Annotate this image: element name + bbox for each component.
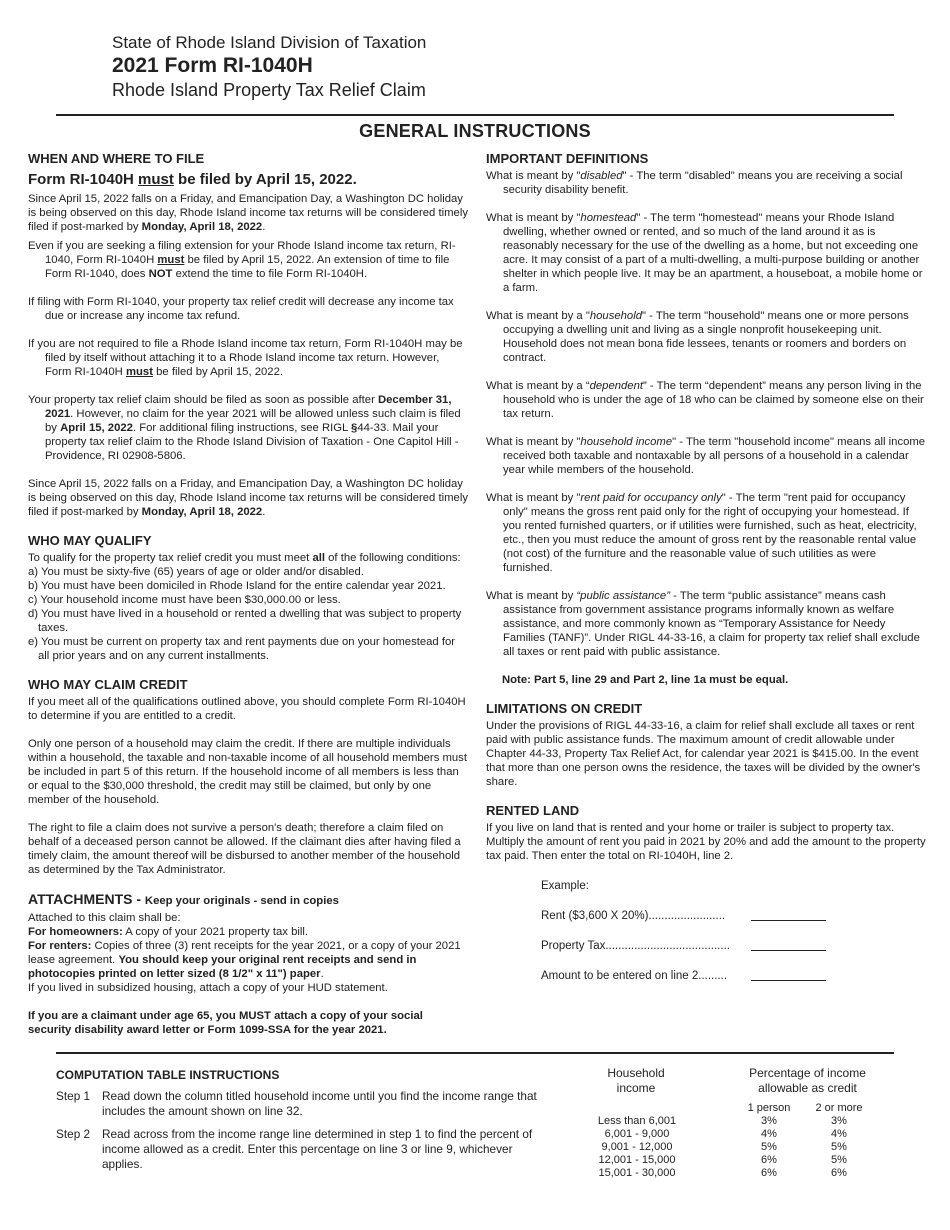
example-row-property-tax: Property Tax....................................... xyxy=(541,939,926,969)
definition-dependent: What is meant by a “dependent” - The term “dependent” means any person living in the household who is under the age of 18 who can be claimed by someone else on their tax return. xyxy=(486,380,924,420)
when-paragraph-6: Since April 15, 2022 falls on a Friday, and Emancipation Day, a Washington DC holiday is being observed on this day, Rhode Island income tax returns will be considered timely filed if post-marked by Monday, April 18, 2022. xyxy=(28,478,468,518)
step-1: Step 1 Read down the column titled household income until you find the income range that includes the amount shown on line 32. xyxy=(56,1089,537,1118)
form-subtitle: Rhode Island Property Tax Relief Claim xyxy=(112,80,426,100)
form-title: 2021 Form RI-1040H xyxy=(112,54,313,77)
rented-land-heading: RENTED LAND xyxy=(486,803,580,818)
one-person-header: 1 person xyxy=(747,1102,791,1114)
agency-name: State of Rhode Island Division of Taxation xyxy=(112,33,427,52)
when-where-heading: WHEN AND WHERE TO FILE xyxy=(28,151,205,166)
who-may-qualify-heading: WHO MAY QUALIFY xyxy=(28,533,152,548)
attachments-homeowners: For homeowners: A copy of your 2021 property tax bill. xyxy=(28,926,309,938)
table-row: 12,001 - 15,000 6% 5% xyxy=(598,1154,847,1166)
attachments-under65: If you are a claimant under age 65, you MUST attach a copy of your social security disability award letter or Form 1099-SSA for the year 2021. xyxy=(28,1010,423,1036)
attachments-renters: For renters: Copies of three (3) rent receipts for the year 2021, or a copy of your 2021 lease agreement. You should keep your original rent receipts and send in photocopies printed on letter sized (8 1/2" x 11") paper. xyxy=(28,940,461,980)
right-column xyxy=(486,151,926,999)
table-row: Less than 6,001 3% 3% xyxy=(597,1115,847,1127)
qualify-item: c) Your household income must have been $30,000.00 or less. xyxy=(28,594,341,606)
who-may-claim-heading: WHO MAY CLAIM CREDIT xyxy=(28,677,188,692)
claim-paragraph-2: Only one person of a household may claim the credit. If there are multiple individuals within a household, the taxable and non-taxable income of all household members must be included in part 5 of this return. If the household income of all members is less than or equal to the $30,000 threshold, the credit may still be claimed, but only by one member of the household. xyxy=(28,738,467,806)
attachments-hud: If you lived in subsidized housing, attach a copy of your HUD statement. xyxy=(28,982,388,994)
table-row: 6,001 - 9,000 4% 4% xyxy=(604,1128,847,1140)
qualify-item: b) You must have been domiciled in Rhode Island for the entire calendar year 2021. xyxy=(28,580,446,592)
qualify-intro: To qualify for the property tax relief credit you must meet all of the following conditions: xyxy=(28,552,461,564)
two-or-more-header: 2 or more xyxy=(815,1102,863,1114)
definition-household-income: What is meant by "household income" - The term "household income" means all income received both taxable and nontaxable by all persons of a household in a calendar year while members of the household. xyxy=(486,436,926,476)
footer-divider xyxy=(56,1052,894,1054)
when-paragraph-5: Your property tax relief claim should be filed as soon as possible after December 31, 2021. However, no claim for the year 2021 will be allowed unless such claim is filed by April 15, 2022. For additional filing instructions, see RIGL §44-33. Mail your property tax relief claim to the Rhode Island Division of Taxation - One Capitol Hill - Providence, RI 02908-5806. xyxy=(28,394,461,462)
table-body xyxy=(592,1115,892,1180)
table-row: 15,001 - 30,000 6% 6% xyxy=(598,1167,847,1179)
computation-instructions xyxy=(56,1068,556,1180)
rent-example xyxy=(541,879,926,999)
when-paragraph-2: Even if you are seeking a filing extension for your Rhode Island income tax return, RI-1040, Form RI-1040H must be filed by April 15, 2022. An extension of time to file Form RI-1040, does NOT extend the time to file Form RI-1040H. xyxy=(28,240,456,280)
definition-household: What is meant by a "household" - The term "household" means one or more persons occupying a dwelling unit and living as a single nonprofit housekeeping unit. Household does not mean bona fide lessees, tenants or roomers and borders on contract. xyxy=(486,310,909,364)
step-2: Step 2 Read across from the income range line determined in step 1 to find the percent of income allowed as a credit. Enter this percentage on line 3 or line 9, whichever applies. xyxy=(56,1127,533,1171)
example-row-line2: Amount to be entered on line 2......... xyxy=(541,969,926,999)
claim-paragraph-1: If you meet all of the qualifications outlined above, you should complete Form RI-1040H to determine if you are entitled to a credit. xyxy=(28,696,466,722)
left-column xyxy=(28,151,468,1037)
blank-line xyxy=(751,969,826,981)
percentage-header: Percentage of income allowable as credit xyxy=(749,1066,866,1095)
when-paragraph-1: Since April 15, 2022 falls on a Friday, and Emancipation Day, a Washington DC holiday is being observed on this day, Rhode Island income tax returns will be considered timely filed if post-marked by Monday, April 18, 2022. xyxy=(28,193,468,233)
computation-heading: COMPUTATION TABLE INSTRUCTIONS xyxy=(56,1068,280,1082)
when-paragraph-3: If filing with Form RI-1040, your property tax relief credit will decrease any income tax due or increase any income tax refund. xyxy=(28,296,454,322)
when-paragraph-4: If you are not required to file a Rhode Island income tax return, Form RI-1040H may be filed by itself without attaching it to a Rhode Island income tax return. However, Form RI-1040H must be filed by April 15, 2022. xyxy=(28,338,463,378)
filing-deadline: Form RI-1040H must be filed by April 15, 2022. xyxy=(28,171,357,188)
definition-public-assistance: What is meant by “public assistance” - The term “public assistance” means cash assistance from government assistance programs informally known as welfare assistance, and more commonly known as “Temporary Assistance for Needy Families (TANF)”. Under RIGL 44-33-16, a claim for property tax relief shall exclude all taxes or rent paid with public assistance. xyxy=(486,590,920,658)
blank-line xyxy=(751,909,826,921)
rented-land-paragraph: If you live on land that is rented and your home or trailer is subject to property tax. Multiply the amount of rent you paid in 2021 by 20% and add the amount to the property tax paid. Then enter the total on RI-1040H, line 2. xyxy=(486,822,926,862)
qualify-item: d) You must have lived in a household or rented a dwelling that was subject to property taxes. xyxy=(28,608,462,634)
attachments-intro: Attached to this claim shall be: xyxy=(28,912,181,924)
example-row-rent: Rent ($3,600 X 20%)........................ xyxy=(541,909,926,939)
household-income-header: Household income xyxy=(607,1066,665,1095)
important-definitions-heading: IMPORTANT DEFINITIONS xyxy=(486,151,649,166)
note-part5-line29: Note: Part 5, line 29 and Part 2, line 1a must be equal. xyxy=(502,674,789,686)
qualify-item: a) You must be sixty-five (65) years of age or older and/or disabled. xyxy=(28,566,364,578)
header-divider xyxy=(56,114,894,116)
general-instructions-title: GENERAL INSTRUCTIONS xyxy=(359,121,591,141)
qualify-item: e) You must be current on property tax and rent payments due on your homestead for all prior years and on any current installments. xyxy=(28,636,456,662)
example-label-row: Example: xyxy=(541,880,589,892)
definition-rent-paid: What is meant by "rent paid for occupancy only" - The term "rent paid for occupancy only" means the gross rent paid only for the right of occupying your homestead. If you rented furnished quarters, or if utilities were furnished, such as heat, electricity, etc., then you must reduce the amount of gross rent by the reasonable rental value (not cost) of the furniture and the reasonable value of such utilities as were furnished. xyxy=(486,492,917,574)
definition-disabled: What is meant by "disabled" - The term "disabled" means you are receiving a social security disability benefit. xyxy=(486,170,903,196)
limitations-heading: LIMITATIONS ON CREDIT xyxy=(486,701,643,716)
definition-homestead: What is meant by "homestead" - The term "homestead" means your Rhode Island dwelling, whether owned or rented, and so much of the land around it as is reasonably necessary for the use of the dwelling as a home, but not exceeding one acre. It may consist of a part of a multi-dwelling, a multi-purpose building or another shelter in which people live. It may be an apartment, a houseboat, a mobile home or a farm. xyxy=(486,212,923,294)
limitations-paragraph: Under the provisions of RIGL 44-33-16, a claim for relief shall exclude all taxes or rent paid with public assistance funds. The maximum amount of credit allowable under Chapter 44-33, Property Tax Relief Act, for calendar year 2021 is $415.00. In the event that more than one person owns the residence, the taxes will be divided by the owner's share. xyxy=(486,720,921,788)
attachments-heading: ATTACHMENTS - Keep your originals - send in copies xyxy=(28,891,339,907)
claim-paragraph-3: The right to file a claim does not survive a person's death; therefore a claim filed on behalf of a deceased person cannot be allowed. If the claimant dies after having filed a timely claim, the amount thereof will be disbursed to another member of the household as determined by the Tax Administrator. xyxy=(28,822,461,876)
blank-line xyxy=(751,939,826,951)
table-row: 9,001 - 12,000 5% 5% xyxy=(601,1141,847,1153)
form-header xyxy=(112,32,426,103)
